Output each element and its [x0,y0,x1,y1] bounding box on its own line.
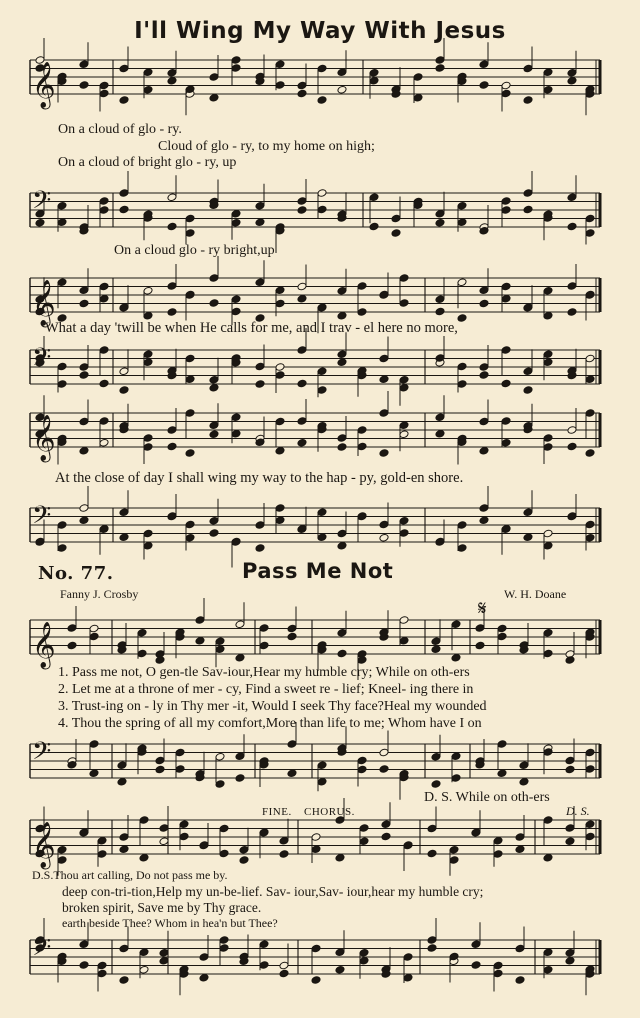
notehead [119,533,129,542]
treble-clef-icon: 𝄞 [32,822,56,868]
notehead [235,653,245,662]
notehead [195,636,205,645]
bass-clef-icon: 𝄢 [32,933,52,968]
notehead [435,429,445,438]
notehead [435,307,445,316]
notehead [297,206,307,215]
notehead [209,383,219,392]
notehead [501,379,511,388]
notehead [565,765,575,774]
notehead [335,853,345,862]
notehead [297,294,307,303]
notehead [523,533,533,542]
notehead [471,961,481,970]
notehead [279,850,289,859]
hymn-title: I'll Wing My Way With Jesus [134,18,506,44]
notehead [565,837,575,846]
treble-clef-icon: 𝄞 [32,415,56,461]
notehead [337,85,347,94]
notehead [567,222,577,231]
notehead [381,832,391,841]
notehead [119,845,129,854]
notehead [337,443,347,452]
notehead [427,944,437,953]
notehead [379,449,389,458]
notehead [287,769,297,778]
notehead [515,845,525,854]
notehead [379,765,389,774]
hymn1-lyric-line1a: On a cloud of glo - ry. [58,122,182,137]
notehead [567,308,577,317]
notehead [185,449,195,458]
ds-mark: D. S. [566,804,590,818]
hymn1-lyric-line1c: On a cloud of bright glo - ry, up [58,155,237,170]
notehead [279,969,289,978]
notehead [475,641,485,650]
bass-clef-icon: 𝄢 [32,343,52,378]
notehead [167,442,177,451]
notehead [79,371,89,380]
notehead [67,641,77,650]
notehead [567,76,577,85]
bass-clef-icon: 𝄢 [32,501,52,536]
notehead [565,956,575,965]
notehead [337,649,347,658]
notehead [139,853,149,862]
ds-text: D. S. While on oth-ers [424,790,550,805]
notehead [297,438,307,447]
notehead [235,774,245,783]
notehead [479,516,489,525]
bass-clef-icon: 𝄢 [32,737,52,772]
notehead [479,299,489,308]
notehead [379,375,389,384]
notehead [167,76,177,85]
notehead [515,976,525,985]
fine-label: FINE. [262,806,292,818]
lyricist: Fanny J. Crosby [60,587,139,601]
notehead [119,96,129,105]
notehead [99,379,109,388]
notehead [79,516,89,525]
notehead [585,449,595,458]
composer: W. H. Doane [504,587,567,601]
notehead [479,446,489,455]
notehead [479,371,489,380]
notehead [167,222,177,231]
notehead [379,533,389,542]
notehead [427,849,437,858]
notehead [435,64,445,73]
notehead [451,653,461,662]
bass-clef-icon: 𝄢 [32,186,52,221]
notehead [369,222,379,231]
notehead [543,853,553,862]
notehead [209,430,219,439]
notehead [255,380,265,389]
notehead [119,386,129,395]
notehead [519,777,529,786]
notehead [79,961,89,970]
verse-4: 4. Thou the spring of all my comfort,More than life to me; Whom have I on [58,716,482,731]
notehead [297,89,307,98]
notehead [119,976,129,985]
notehead [209,93,219,102]
hymn-number: No. 77. [38,563,114,584]
notehead [431,645,441,654]
notehead [457,314,467,323]
notehead [567,442,577,451]
chorus-label: CHORUS. [304,806,355,818]
notehead [199,973,209,982]
verse-2: 2. Let me at a throne of mer - cy, Find a sweet re - lief; Kneel- ing there in [58,682,474,697]
notehead [155,765,165,774]
notehead [337,541,347,550]
notehead [497,769,507,778]
notehead [523,386,533,395]
notehead [255,544,265,553]
hymn1-lyric-line2: What a day 'twill be when He calls for me, and I trav - el here no more, [45,320,458,336]
notehead [523,205,533,214]
notehead [117,777,127,786]
notehead [89,769,99,778]
chorus-line-2: deep con-tri-tion,Help my un-be-lief. Sav- iour,Sav- iour,hear my humble cry; [62,884,484,899]
notehead [311,976,321,985]
notehead [79,81,89,90]
notehead [167,308,177,317]
chorus-line-3: broken spirit, Save me by Thy grace. [62,900,262,915]
verse-3: 3. Trust-ing on - ly in Thy mer -it, Would I seek Thy face?Heal my wounded [58,699,487,714]
treble-clef-icon: 𝄞 [32,62,56,108]
hymn1-bass-lyric: On a cloud glo - ry bright,up [114,243,275,258]
notehead [209,299,219,308]
notehead [479,81,489,90]
treble-clef-icon: 𝄞 [32,280,56,326]
hymn2-title: Pass Me Not [242,559,394,583]
notehead [209,529,219,538]
hymn1-lyric-line1b: Cloud of glo - ry, to my home on high; [158,139,375,154]
notehead [297,379,307,388]
notehead [391,229,401,238]
notehead [337,358,347,367]
notehead [337,311,347,320]
notehead [275,446,285,455]
verse-1: 1. Pass me not, O gen-tle Sav-iour,Hear my humble cry; While on oth-ers [58,665,470,680]
treble-clef-icon: 𝄞 [32,622,56,668]
chorus-line-4: earth beside Thee? Whom in hea'n but Thee? [62,916,278,930]
notehead [287,632,297,641]
notehead [119,205,129,214]
segno-mark: 𝄋 [478,596,487,620]
notehead [435,218,445,227]
notehead [239,856,249,865]
notehead [431,780,441,789]
notehead [335,965,345,974]
chorus-line-1: D.S.Thou art calling, Do not pass me by. [32,868,228,882]
notehead [79,299,89,308]
notehead [317,96,327,105]
notehead [255,218,265,227]
notehead [79,446,89,455]
hymn1-lyric-line3: At the close of day I shall wing my way to the hap - py, gold-en shore. [55,470,464,486]
notehead [523,96,533,105]
